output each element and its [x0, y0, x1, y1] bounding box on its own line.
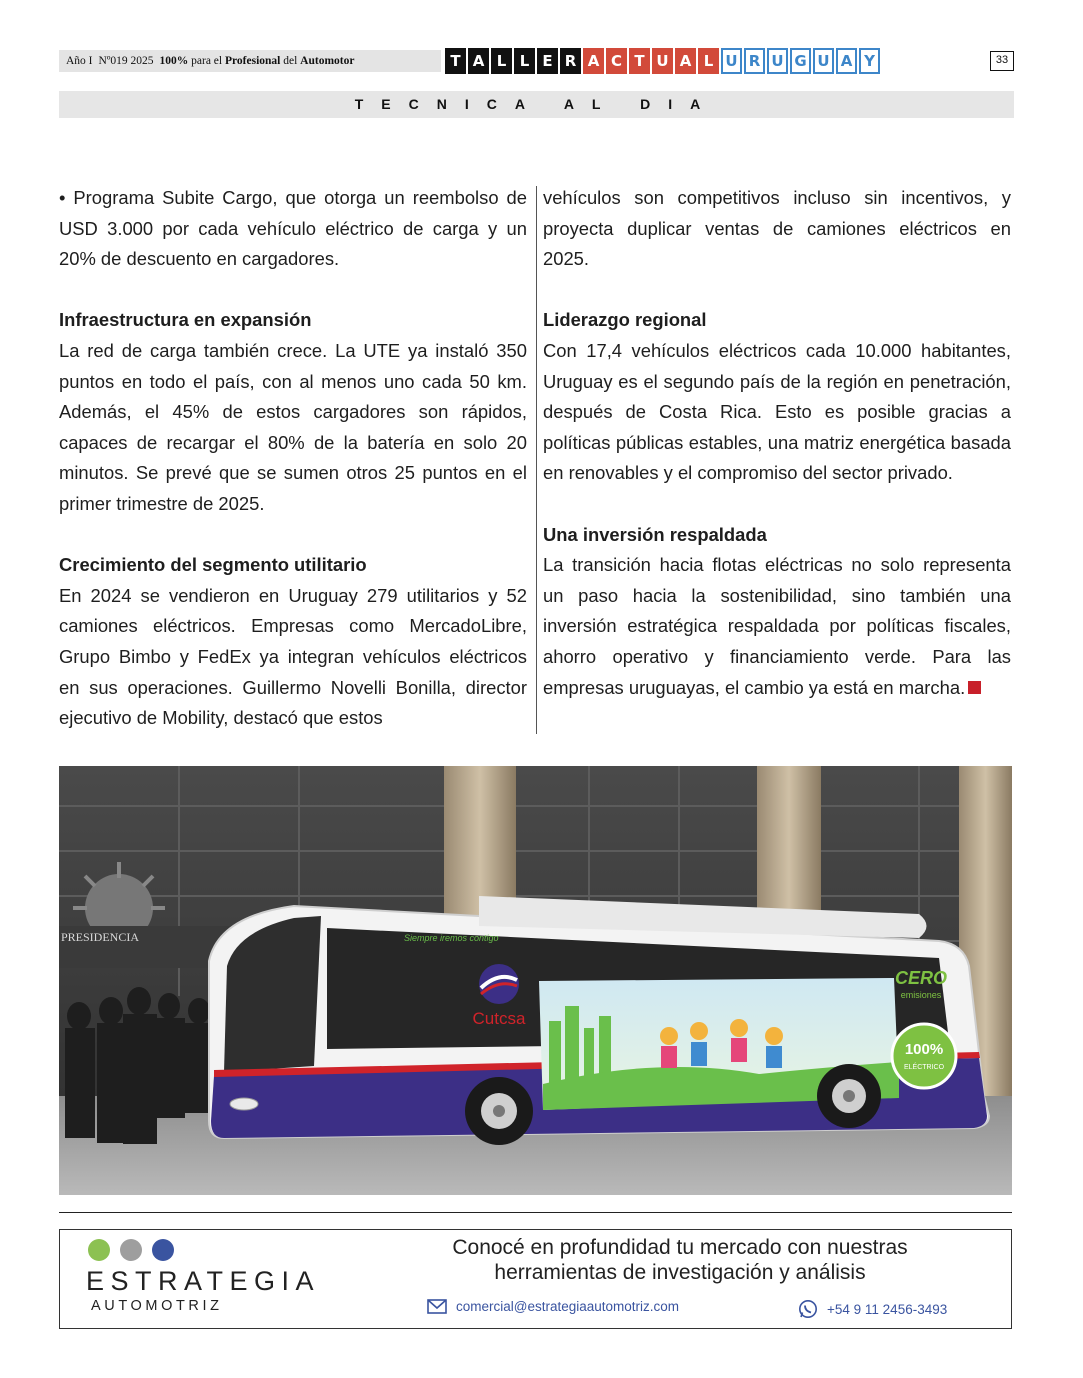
emisiones-text: emisiones [900, 990, 942, 1000]
issue-number: Nº019 2025 [98, 55, 154, 67]
magazine-logo [445, 48, 880, 74]
bus-slogan: Siempre iremos contigo [404, 933, 499, 943]
logo-letter: T [445, 48, 466, 74]
paragraph: Con 17,4 vehículos eléctricos cada 10.000 habitantes, Uruguay es el segundo país de la región en penetración, después de Costa Rica. Esto es posible gracias a políticas públicas estables, una matriz energética basada en renovables y el compromiso del sector privado. [543, 339, 1011, 484]
tagline-profesional: Profesional [224, 55, 281, 67]
logo-letter: G [790, 48, 811, 74]
badge-percent: 100% [904, 1041, 944, 1058]
paragraph-text: La transición hacia flotas eléctricas no solo representa un paso hacia la sostenibilidad, sino también una inversión estratégica respaldada por políticas fiscales, ahorro operativo y financiamiento verde. Para las empresas uruguayas, el cambio ya está en marcha. [543, 554, 1011, 698]
paragraph: La red de carga también crece. La UTE ya instaló 350 puntos en todo el país, con al menos uno cada 50 km. Además, el 45% de estos cargadores son rápidos, capaces de recargar el 80% de la batería en solo 20 minutos. Se prevé que se sumen otros 25 puntos en el primer trimestre de 2025. [59, 339, 527, 514]
ad-headline [390, 1235, 970, 1285]
logo-letter: E [537, 48, 558, 74]
tagline-part: del [283, 55, 298, 67]
subheading: Crecimiento del segmento utilitario [59, 554, 367, 576]
paragraph: • Programa Subite Cargo, que otorga un reembolso de USD 3.000 por cada vehículo eléctrico de carga y un 20% de descuento en cargadores. [59, 187, 527, 270]
logo-letter: L [491, 48, 512, 74]
logo-letter: A [836, 48, 857, 74]
brand-dot-icon [152, 1239, 174, 1261]
logo-letter: U [813, 48, 834, 74]
page-header [59, 48, 1014, 74]
logo-letter: A [583, 48, 604, 74]
end-of-article-square-icon [968, 681, 981, 694]
logo-letter: T [629, 48, 650, 74]
logo-letter: U [652, 48, 673, 74]
subheading: Liderazgo regional [543, 309, 707, 331]
logo-letter: U [721, 48, 742, 74]
logo-letter: Y [859, 48, 880, 74]
logo-letter: R [560, 48, 581, 74]
bus-brand: Cutcsa [472, 1009, 526, 1028]
ad-phone-text[interactable]: +54 9 11 2456-3493 [827, 1301, 948, 1317]
paragraph-final [543, 550, 1011, 703]
right-column [543, 183, 1011, 703]
paragraph: En 2024 se vendieron en Uruguay 279 utilitarios y 52 camiones eléctricos. Empresas como MercadoLibre, Grupo Bimbo y FedEx ya integran vehículos eléctricos en sus operaciones. Guillermo Novelli Bonilla, director ejecutivo de Mobility, destacó que estos [59, 584, 527, 729]
ad-headline-line: Conocé en profundidad tu mercado con nuestras [452, 1236, 908, 1259]
paragraph: vehículos son competitivos incluso sin incentivos, y proyecta duplicar ventas de camiones eléctricos en 2025. [543, 187, 1011, 270]
column-divider [536, 186, 537, 734]
ad-separator [59, 1212, 1012, 1213]
mail-icon [427, 1299, 447, 1314]
brand-dots [88, 1239, 174, 1261]
left-column [59, 183, 527, 734]
ad-email-text[interactable]: comercial@estrategiaautomotriz.com [456, 1299, 680, 1314]
page-number: 33 [990, 51, 1014, 71]
logo-letter: L [698, 48, 719, 74]
tagline-automotor: Automotor [300, 55, 355, 67]
logo-letter: U [767, 48, 788, 74]
tagline-part: para el [191, 55, 223, 67]
logo-letter: L [514, 48, 535, 74]
ad-email[interactable] [427, 1299, 679, 1314]
subheading: Infraestructura en expansión [59, 309, 312, 331]
bus-illustration [59, 766, 1012, 1195]
issue-info [59, 50, 441, 72]
tagline-percent: 100% [159, 55, 189, 67]
ad-phone[interactable] [798, 1299, 947, 1319]
logo-letter: A [675, 48, 696, 74]
badge-word: ELÉCTRICO [903, 1064, 945, 1071]
issue-year: Año I [66, 55, 93, 67]
cero-text: CERO [894, 968, 948, 988]
brand-name: ESTRATEGIA [86, 1266, 321, 1296]
whatsapp-icon [798, 1299, 818, 1319]
building-sign: PRESIDENCIA [61, 930, 140, 944]
brand-dot-icon [88, 1239, 110, 1261]
subheading: Una inversión respaldada [543, 523, 767, 545]
ad-headline-line: herramientas de investigación y análisis [494, 1261, 866, 1284]
brand-subtitle: AUTOMOTRIZ [91, 1298, 223, 1314]
logo-letter: C [606, 48, 627, 74]
section-title: TECNICA AL DIA [59, 91, 1014, 118]
logo-letter: A [468, 48, 489, 74]
electric-bus-photo [59, 766, 1012, 1195]
logo-letter: R [744, 48, 765, 74]
advertisement [59, 1229, 1012, 1329]
brand-dot-icon [120, 1239, 142, 1261]
